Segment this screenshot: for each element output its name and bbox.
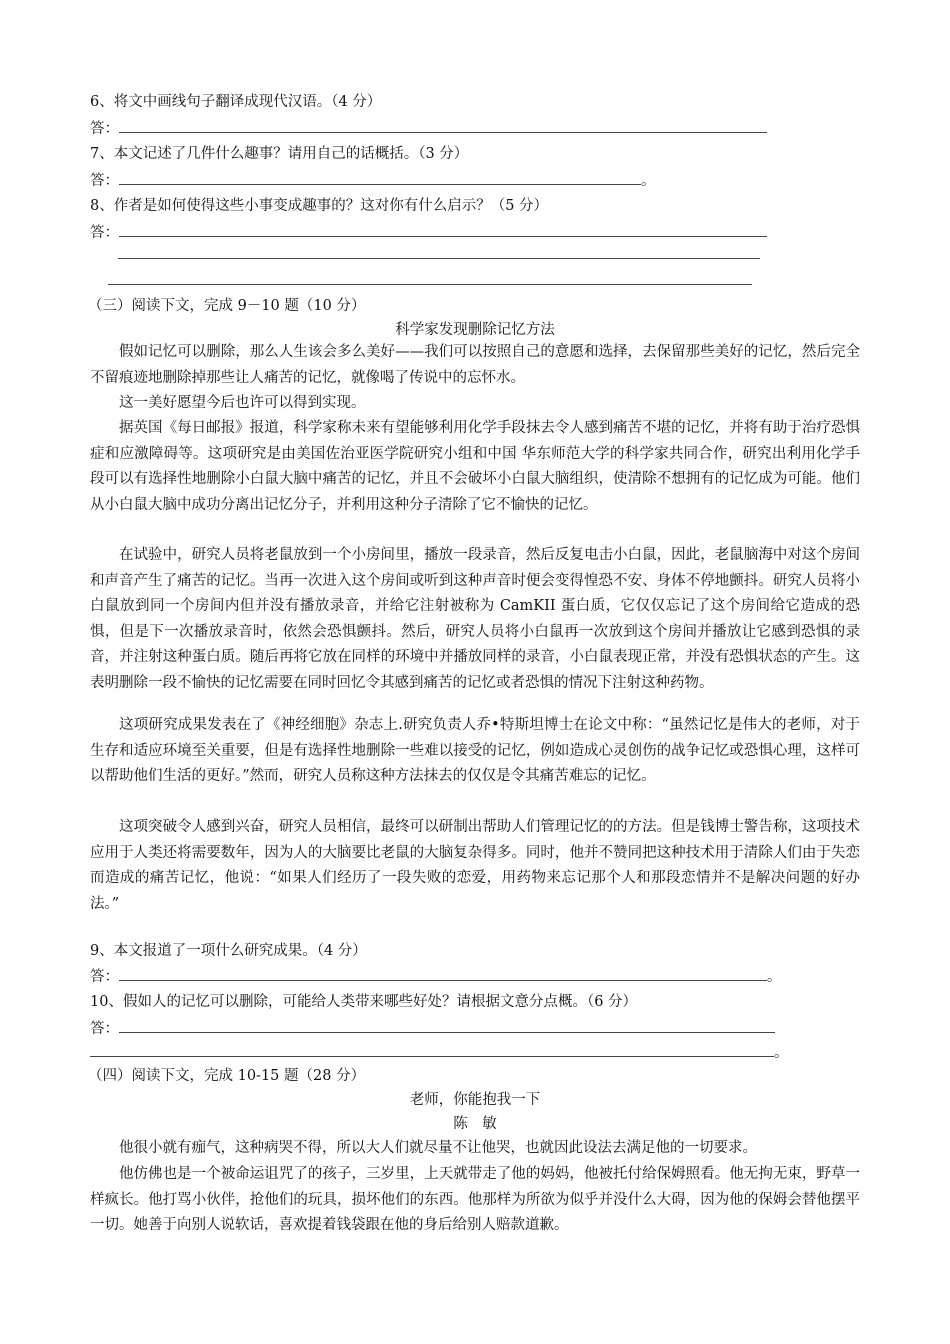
- answer-line[interactable]: [119, 118, 767, 133]
- article-paragraph: 这项突破令人感到兴奋，研究人员相信，最终可以研制出帮助人们管理记忆的的方法。但是钱博士警告称，这项技术应用于人类还将需要数年，因为人的大脑要比老鼠的大脑复杂得多。同时，他并不赞同把这种技术用于清除人们由于失恋而造成的痛苦记忆，他说：“如果人们经历了一段失败的恋爱，用药物来忘记那个人和那段恋情并不是解决问题的好办法。”: [90, 819, 860, 912]
- answer-line[interactable]: [108, 284, 752, 285]
- section-4-heading: （四）阅读下文，完成 10-15 题（28 分）: [88, 1068, 366, 1084]
- question-7: 7、本文记述了几件什么趣事？请用自己的话概括。（3 分）: [90, 146, 469, 162]
- article-paragraph: 这项研究成果发表在了《神经细胞》杂志上.研究负责人乔•特斯坦博士在论文中称：“虽然记忆是伟大的老师，对于生存和适应环境至关重要，但是有选择性地删除一些难以接受的记忆，例如造成心灵创伤的战争记忆或恐惧心理，这样可以帮助他们生活的更好。”然而，研究人员称这种方法抹去的仅仅是令其痛苦难忘的记忆。: [90, 717, 860, 784]
- answer-label: 答：: [90, 1021, 119, 1037]
- answer-end-mark: 。: [774, 1045, 789, 1061]
- answer-6: [90, 118, 767, 139]
- answer-end-mark: 。: [767, 969, 782, 985]
- answer-9: [90, 966, 782, 987]
- question-10: 10、假如人的记忆可以删除，可能给人类带来哪些好处？请根据文意分点概。（6 分）: [90, 994, 638, 1010]
- question-9: 9、本文报道了一项什么研究成果。（4 分）: [90, 943, 367, 959]
- answer-label: 答：: [90, 173, 119, 189]
- section-3-title: 科学家发现删除记忆方法: [395, 322, 555, 338]
- answer-10-continued: [90, 1042, 789, 1063]
- answer-line[interactable]: [90, 1042, 774, 1057]
- answer-label: 答：: [90, 969, 119, 985]
- question-6: 6、将文中画线句子翻译成现代汉语。（4 分）: [90, 94, 382, 110]
- question-8: 8、作者是如何使得这些小事变成趣事的？这对你有什么启示？（5 分）: [90, 198, 549, 214]
- answer-label: 答：: [90, 121, 119, 137]
- answer-line[interactable]: [119, 1018, 775, 1033]
- story-paragraph: 他仿佛也是一个被命运诅咒了的孩子，三岁里，上天就带走了他的妈妈，他被托付给保姆照看。他无拘无束，野草一样疯长。他打骂小伙伴，抢他们的玩具，损坏他们的东西。他那样为所欲为似乎并没什么大碍，因为他的保姆会替他摆平一切。她善于向别人说软话，喜欢提着钱袋跟在他的身后给别人赔款道歉。: [90, 1166, 860, 1233]
- answer-10: [90, 1018, 775, 1039]
- answer-end-mark: 。: [641, 173, 656, 189]
- article-paragraph: 据英国《每日邮报》报道，科学家称未来有望能够利用化学手段抹去令人感到痛苦不堪的记忆，并将有助于治疗恐惧症和应激障碍等。这项研究是由美国佐治亚医学院研究小组和中国 华东师范大学的科学家共同合作，研究出利用化学手段可以有选择性地删除小白鼠大脑中痛苦的记忆，并且不会破坏小白鼠大脑组织，使清除不想拥有的记忆成为可能。他们从小白鼠大脑中成功分离出记忆分子，并利用这种分子清除了它不愉快的记忆。: [90, 420, 860, 513]
- article-paragraph: 在试验中，研究人员将老鼠放到一个小房间里，播放一段录音，然后反复电击小白鼠，因此，老鼠脑海中对这个房间和声音产生了痛苦的记忆。当再一次进入这个房间或听到这种声音时便会变得惶恐不安、身体不停地颤抖。研究人员将小白鼠放到同一个房间内但并没有播放录音，并给它注射被称为 CamKII 蛋白质，它仅仅忘记了这个房间给它造成的恐惧，但是下一次播放录音时，依然会恐惧颤抖。然后，研究人员将小白鼠再一次放到这个房间并播放让它感到恐惧的录音，并注射这种蛋白质。随后再将它放在同样的环境中并播放同样的录音，小白鼠表现正常，并没有恐惧状态的产生。这表明删除一段不愉快的记忆需要在同时回忆令其感到痛苦的记忆或者恐惧的情况下注射这种药物。: [90, 547, 860, 691]
- story-paragraph: 他很小就有痂气，这种病哭不得，所以大人们就尽量不让他哭，也就因此设法去满足他的一切要求。: [119, 1140, 757, 1156]
- answer-7: [90, 170, 656, 191]
- section-3-heading: （三）阅读下文，完成 9－10 题（10 分）: [88, 298, 366, 314]
- section-4-title: 老师，你能抱我一下: [409, 1092, 541, 1108]
- section-4-author: 陈 敏: [453, 1116, 497, 1132]
- answer-line[interactable]: [119, 170, 641, 185]
- answer-8: [90, 222, 767, 243]
- answer-label: 答：: [90, 225, 119, 241]
- answer-line[interactable]: [119, 222, 767, 237]
- article-paragraph: 假如记忆可以删除，那么人生该会多么美好——我们可以按照自己的意愿和选择，去保留那些美好的记忆，然后完全不留痕迹地删除掉那些让人痛苦的记忆，就像喝了传说中的忘怀水。: [90, 344, 860, 386]
- article-paragraph: 这一美好愿望今后也许可以得到实现。: [119, 395, 366, 411]
- answer-line[interactable]: [118, 258, 760, 259]
- answer-line[interactable]: [119, 966, 767, 981]
